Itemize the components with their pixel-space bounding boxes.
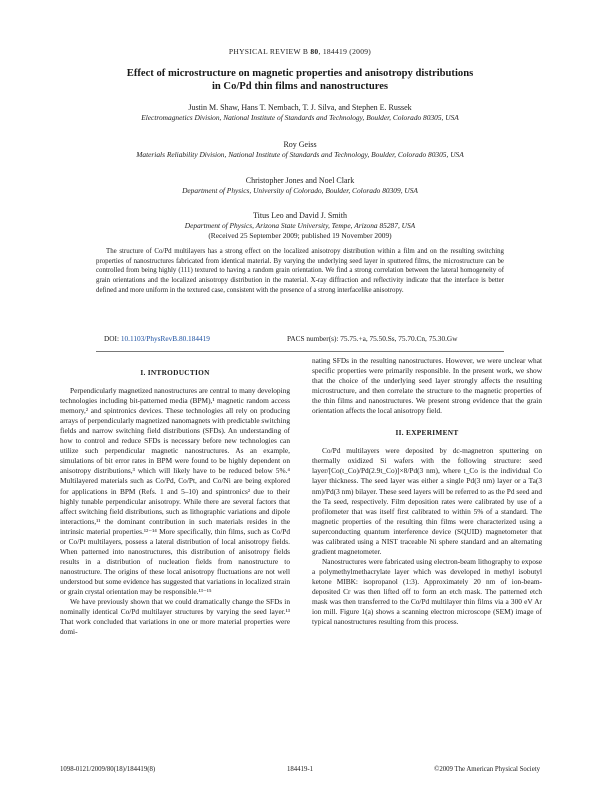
section-heading-introduction: I. INTRODUCTION — [140, 368, 210, 377]
journal-citation: , 184419 (2009) — [318, 47, 372, 56]
author-affiliation: Department of Physics, Arizona State University, Tempe, Arizona 85287, USA — [184, 221, 416, 230]
journal-volume: 80 — [310, 47, 319, 56]
journal-header — [0, 47, 600, 56]
author-names: Christopher Jones and Noel Clark — [245, 176, 355, 185]
pacs-numbers: 75.75.+a, 75.50.Ss, 75.70.Cn, 75.30.Gw — [340, 334, 458, 343]
section-heading-experiment: II. EXPERIMENT — [395, 428, 459, 438]
intro-paragraph-2-continued: nating SFDs in the resulting nanostructures. However, we were unclear what specific properties were primarily responsible. In the present work, we show that the choice of the underlying seed layer strongly affects the resulting microstructure, and then correlate the structure to the magnetic properties of the thin films and nanostructures. We present strong evidence that the grain orientation affects the local anisotropy field. — [312, 356, 542, 416]
doi-line — [104, 334, 210, 343]
received-dates: (Received 25 September 2009; published 19 November 2009) — [208, 231, 392, 240]
footer-page-number: 184419-1 — [286, 766, 314, 773]
intro-paragraph-1: Perpendicularly magnetized nanostructures are central to many developing technologies including bit-patterned media (BPM),¹ magnetic random access memory,² and spintronics devices. These technologies all rely on producing arrays of perpendicularly magnetized nanomagnets with predictable switching fields and narrow switching field distributions (SFDs). An understanding of how to control and reduce SFDs is necessary before new technologies can utilize such perpendicular magnetic nanostructures. As an example, simulations of bit error rates in BPM were found to be highly dependent on anisotropy distributions,³ which will likely have to be reduced below 5%.⁴ Multilayered materials such as Co/Pd, Co/Pt, and Co/Ni are being explored for applications in BPM (Refs. 1 and 5–10) and spintronics² due to their highly tunable perpendicular anisotropy. While there are several factors that affect switching field distributions, such as lithographic variations and dipole interactions,¹¹ the dominant contribution in such materials resides in the intrinsic material properties.¹²⁻¹⁴ More specifically, thin films, such as Co/Pd or Co/Pt multilayers, possess a lateral distribution of local anisotropy fields. When patterned into nanostructures, this distribution of anisotropy fields results in a distribution of nucleation fields from nanostructure to nanostructure. The origins of these local anisotropy fluctuations are not well understood but some evidence has suggested that variations in localized strain or grain crystal orientation may be responsible.¹³⁻¹⁵ — [60, 386, 290, 596]
author-group-3 — [40, 176, 560, 196]
title-line-2: in Co/Pd thin films and nanostructures — [211, 81, 389, 92]
doi-link[interactable]: 10.1103/PhysRevB.80.184419 — [120, 334, 210, 343]
footer-issn: 1098-0121/2009/80(18)/184419(8) — [60, 766, 156, 773]
doi-label: DOI: — [104, 334, 119, 343]
intro-paragraph-2: We have previously shown that we could dramatically change the SFDs in nominally identical Co/Pd multilayer structures by varying the seed layer.¹³ That work concluded that variations in one or more material properties were domi- — [60, 597, 290, 637]
pacs-line — [287, 334, 457, 343]
author-affiliation: Materials Reliability Division, National Institute of Standards and Technology, Boulder, Colorado 80305, USA — [136, 150, 464, 159]
experiment-paragraph-1: Co/Pd multilayers were deposited by dc-magnetron sputtering on thermally oxidized Si wafers with the following structure: seed layer/[Co(t_Co)/Pd(2.9t_Co)]×8/Pd(3 nm), where t_Co is the individual Co layer thickness. The seed layer was either a single Pd(3 nm) layer or a Ta(3 nm)/Pd(3 nm) bilayer. These seed layers will be referred to as the Pd seed and the Ta seed, respectively. Film deposition rates were calibrated by use of a profilometer that was itself first calibrated to within 5% of a standard. The magnetic properties of the resulting thin films were characterized using a superconducting quantum interference device (SQUID) magnetometer that was calibrated using a NIST traceable Ni sphere standard and an alternating gradient magnetometer. — [312, 446, 542, 556]
pacs-label: PACS number(s): — [287, 334, 341, 343]
author-affiliation: Electromagnetics Division, National Institute of Standards and Technology, Boulder, Colorado 80305, USA — [141, 113, 459, 122]
author-names: Justin M. Shaw, Hans T. Nembach, T. J. Silva, and Stephen E. Russek — [188, 103, 412, 112]
right-column — [312, 356, 542, 627]
footer-copyright: ©2009 The American Physical Society — [434, 766, 540, 773]
left-column — [60, 356, 290, 637]
author-names: Roy Geiss — [283, 140, 317, 149]
author-affiliation: Department of Physics, University of Colorado, Boulder, Colorado 80309, USA — [182, 186, 418, 195]
author-group-2 — [40, 140, 560, 160]
author-names: Titus Leo and David J. Smith — [253, 211, 347, 220]
journal-name: PHYSICAL REVIEW B — [228, 47, 309, 56]
author-group-4 — [40, 211, 560, 241]
title-line-1: Effect of microstructure on magnetic properties and anisotropy distributions — [126, 68, 474, 79]
author-group-1 — [40, 103, 560, 123]
header-divider — [96, 351, 504, 352]
abstract: The structure of Co/Pd multilayers has a strong effect on the localized anisotropy distribution within a film and on the resulting switching properties of nanostructures fabricated from identical material. By varying the underlying seed layer in sputtered films, the microstructure can be controlled from being highly (111) textured to having a random grain orientation. We find a strong correlation between the lateral homogeneity of grain orientations and the localized anisotropy distribution in the material. X-ray diffraction and reflectivity indicate that the interface is better defined and more uniform in the textured case, consistent with the presence of a strong interfacelike anisotropy. — [96, 248, 504, 294]
experiment-paragraph-2: Nanostructures were fabricated using electron-beam lithography to expose a polymethylmethacrylate layer which was developed in methyl isobutyl ketone MIBK: isopropanol (1:3). Approximately 20 nm of ion-beam-deposited Cr was then lifted off to form an etch mask. The patterned etch mask was then transferred to the Co/Pd multilayer thin films via a 300 eV Ar ion mill. Figure 1(a) shows a scanning electron microscope (SEM) image of typical nanostructures resulting from this process. — [312, 556, 542, 627]
paper-title — [60, 67, 540, 93]
